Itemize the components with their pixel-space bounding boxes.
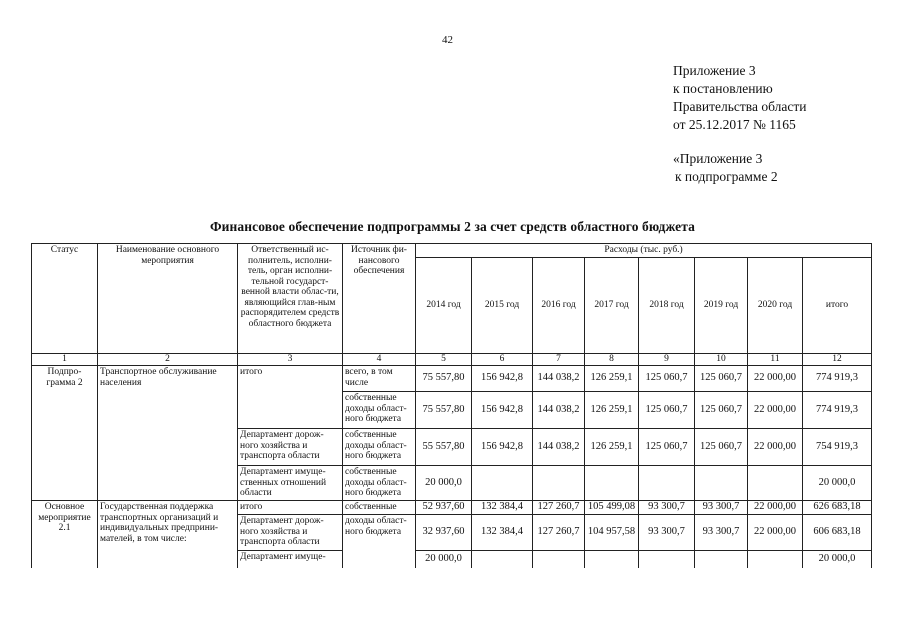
value-cell: 144 038,2 [533, 429, 585, 466]
total-cell: 20 000,0 [803, 466, 872, 501]
appendix-line: Приложение 3 [673, 63, 756, 78]
column-number: 9 [639, 354, 695, 366]
page-number: 42 [442, 34, 453, 46]
value-cell: 125 060,7 [695, 392, 748, 429]
header-status: Статус [32, 244, 98, 354]
value-cell: 22 000,00 [748, 392, 803, 429]
measure-name-cell: Государственная поддержка транспортных организаций и индивидуальных предприни-мателей, в том числе: [98, 501, 238, 591]
column-number: 4 [343, 354, 416, 366]
value-cell: 125 060,7 [639, 392, 695, 429]
value-cell: 156 942,8 [472, 429, 533, 466]
value-cell: 22 000,00 [748, 366, 803, 392]
status-cell: Подпро-грамма 2 [32, 366, 98, 501]
empty-cell [748, 466, 803, 501]
value-cell: 125 060,7 [695, 429, 748, 466]
value-cell: 55 557,80 [416, 429, 472, 466]
source-cell: собственные доходы област-ного бюджета [343, 392, 416, 429]
empty-cell [695, 466, 748, 501]
value-cell: 104 957,58 [585, 515, 639, 551]
source-cell: собственные доходы област-ного бюджета [343, 429, 416, 466]
executor-cell: Департамент дорож-ного хозяйства и транспорта области [238, 429, 343, 466]
value-cell: 156 942,8 [472, 392, 533, 429]
executor-cell: Департамент дорож-ного хозяйства и транспорта области [238, 515, 343, 551]
executor-cell: Департамент имуще-ственных отношений области [238, 466, 343, 501]
empty-cell [585, 466, 639, 501]
measure-name-cell: Транспортное обслуживание населения [98, 366, 238, 501]
source-cell: собственные [343, 501, 416, 515]
page-cutoff [0, 568, 905, 640]
value-cell: 22 000,00 [748, 515, 803, 551]
table-row [32, 366, 872, 392]
executor-cell: итого [238, 501, 343, 515]
source-cell: собственные доходы област-ного бюджета [343, 466, 416, 501]
column-number: 6 [472, 354, 533, 366]
value-cell: 105 499,08 [585, 501, 639, 515]
value-cell: 93 300,7 [695, 515, 748, 551]
value-cell: 144 038,2 [533, 366, 585, 392]
column-number: 5 [416, 354, 472, 366]
appendix-block [673, 62, 806, 186]
value-cell: 22 000,00 [748, 429, 803, 466]
total-cell: 606 683,18 [803, 515, 872, 551]
header-source: Источник фи-нансового обеспечения [343, 244, 416, 354]
value-cell: 20 000,0 [416, 551, 472, 591]
total-cell: 754 919,3 [803, 429, 872, 466]
header-year: 2014 год [416, 258, 472, 354]
value-cell: 125 060,7 [639, 366, 695, 392]
value-cell: 144 038,2 [533, 392, 585, 429]
column-number: 11 [748, 354, 803, 366]
column-number: 8 [585, 354, 639, 366]
appendix-line: Правительства области [673, 99, 807, 114]
document-title: Финансовое обеспечение подпрограммы 2 за счет средств областного бюджета [209, 219, 695, 234]
header-year: 2017 год [585, 258, 639, 354]
appendix-line: к подпрограмме 2 [675, 169, 778, 184]
header-expenses: Расходы (тыс. руб.) [416, 244, 872, 258]
value-cell: 75 557,80 [416, 392, 472, 429]
empty-cell [533, 466, 585, 501]
total-cell: 20 000,0 [803, 551, 872, 591]
column-number: 3 [238, 354, 343, 366]
value-cell: 127 260,7 [533, 515, 585, 551]
value-cell: 126 259,1 [585, 429, 639, 466]
header-year: 2020 год [748, 258, 803, 354]
value-cell: 126 259,1 [585, 366, 639, 392]
executor-cell: итого [238, 366, 343, 429]
value-cell: 93 300,7 [639, 501, 695, 515]
header-year: 2015 год [472, 258, 533, 354]
source-cell: всего, в том числе [343, 366, 416, 392]
column-number: 7 [533, 354, 585, 366]
value-cell: 132 384,4 [472, 515, 533, 551]
value-cell: 156 942,8 [472, 366, 533, 392]
appendix-line: к постановлению [673, 81, 773, 96]
header-total: итого [803, 258, 872, 354]
value-cell: 32 937,60 [416, 515, 472, 551]
status-cell: Основное мероприятие 2.1 [32, 501, 98, 591]
value-cell: 93 300,7 [639, 515, 695, 551]
value-cell: 75 557,80 [416, 366, 472, 392]
value-cell: 132 384,4 [472, 501, 533, 515]
total-cell: 626 683,18 [803, 501, 872, 515]
value-cell: 127 260,7 [533, 501, 585, 515]
table-row [32, 501, 872, 515]
header-year: 2016 год [533, 258, 585, 354]
value-cell: 125 060,7 [639, 429, 695, 466]
value-cell: 52 937,60 [416, 501, 472, 515]
header-measure: Наименование основного мероприятия [98, 244, 238, 354]
header-year: 2019 год [695, 258, 748, 354]
value-cell: 22 000,00 [748, 501, 803, 515]
appendix-line: «Приложение 3 [673, 151, 763, 166]
value-cell: 125 060,7 [695, 366, 748, 392]
total-cell: 774 919,3 [803, 366, 872, 392]
total-cell: 774 919,3 [803, 392, 872, 429]
empty-cell [472, 466, 533, 501]
value-cell: 126 259,1 [585, 392, 639, 429]
empty-cell [639, 466, 695, 501]
value-cell: 20 000,0 [416, 466, 472, 501]
header-year: 2018 год [639, 258, 695, 354]
header-executor: Ответственный ис-полнитель, исполни-тель, орган исполни-тельной государст-венной власти облас-ти, являющийся глав-ным распорядителем средств областного бюджета [238, 244, 343, 354]
column-number: 2 [98, 354, 238, 366]
value-cell: 93 300,7 [695, 501, 748, 515]
executor-cell: Департамент имуще- [238, 551, 343, 591]
column-number: 1 [32, 354, 98, 366]
source-cell: доходы област-ного бюджета [343, 515, 416, 591]
column-number: 12 [803, 354, 872, 366]
finance-table [31, 243, 872, 591]
appendix-line: от 25.12.2017 № 1165 [673, 117, 796, 132]
column-number: 10 [695, 354, 748, 366]
